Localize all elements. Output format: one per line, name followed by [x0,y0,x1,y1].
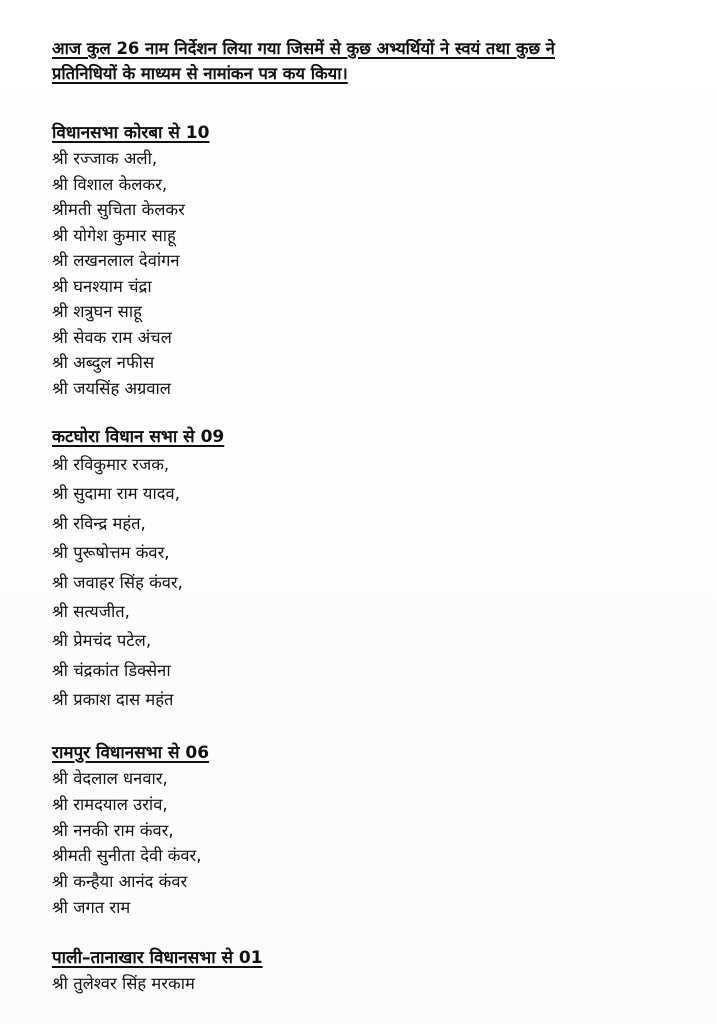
candidate-list [52,146,209,401]
candidate-name: श्री सेवक राम अंचल [52,327,172,347]
candidate-name: श्री रविकुमार रजक, [52,455,170,474]
section-title: रामपुर विधानसभा से 06 [52,743,210,763]
candidate-name: श्री सुदामा राम यादव, [52,484,180,504]
section-title: कटघोरा विधान सभा से 09 [52,427,225,447]
candidate-name: श्री वेदलाल धनवार, [52,769,168,788]
section-title: पाली–तानाखार विधानसभा से 01 [52,948,263,968]
candidate-name: श्री अब्दुल नफीस [52,353,155,372]
candidate-name: श्री तुलेश्वर सिंह मरकाम [52,974,195,993]
candidate-name: श्री योगेश कुमार साहू [52,225,176,245]
candidate-list [52,766,209,921]
candidate-name: श्री प्रेमचंद पटेल, [52,631,152,651]
candidate-name: श्री पुरूषोत्तम कंवर, [52,543,170,563]
intro-line: प्रतिनिधियों के माध्यम से नामांकन पत्र कय किया। [52,64,348,83]
section-korba [52,120,209,401]
candidate-name: श्री रविन्द्र महंत, [52,513,146,533]
candidate-list [52,971,263,997]
candidate-list [52,450,224,715]
candidate-name: श्रीमती सुनीता देवी कंवर, [52,846,202,866]
section-rampur [52,740,209,921]
candidate-name: श्री ननकी राम कंवर, [52,820,174,840]
candidate-name: श्री प्रकाश दास महंत [52,690,174,710]
candidate-name: श्री घनश्याम चंद्रा [52,276,152,296]
candidate-name: श्री रामदयाल उरांव, [52,794,168,814]
candidate-name: श्री विशाल केलकर, [52,174,168,194]
intro-line: आज कुल 26 नाम निर्देशन लिया गया जिसमें से कुछ अभ्यर्थियों ने स्वयं तथा कुछ ने [52,39,555,58]
section-title: विधानसभा कोरबा से 10 [52,123,210,143]
candidate-name: श्री लखनलाल देवांगन [52,251,180,270]
candidate-name: श्री जयसिंह अग्रवाल [52,378,171,398]
candidate-name: श्री सत्यजीत, [52,601,130,621]
section-pali-tanakhar [52,945,263,997]
candidate-name: श्रीमती सुचिता केलकर [52,200,185,219]
candidate-name: श्री जगत राम [52,897,131,917]
candidate-name: श्री कन्हैया आनंद कंवर [52,872,188,892]
candidate-name: श्री रज्जाक अली, [52,149,158,168]
section-katghora [52,424,224,715]
candidate-name: श्री जवाहर सिंह कंवर, [52,572,183,592]
candidate-name: श्री चंद्रकांत डिक्सेना [52,660,171,680]
intro-paragraph [52,36,692,86]
candidate-name: श्री शत्रुघन साहू [52,302,142,321]
